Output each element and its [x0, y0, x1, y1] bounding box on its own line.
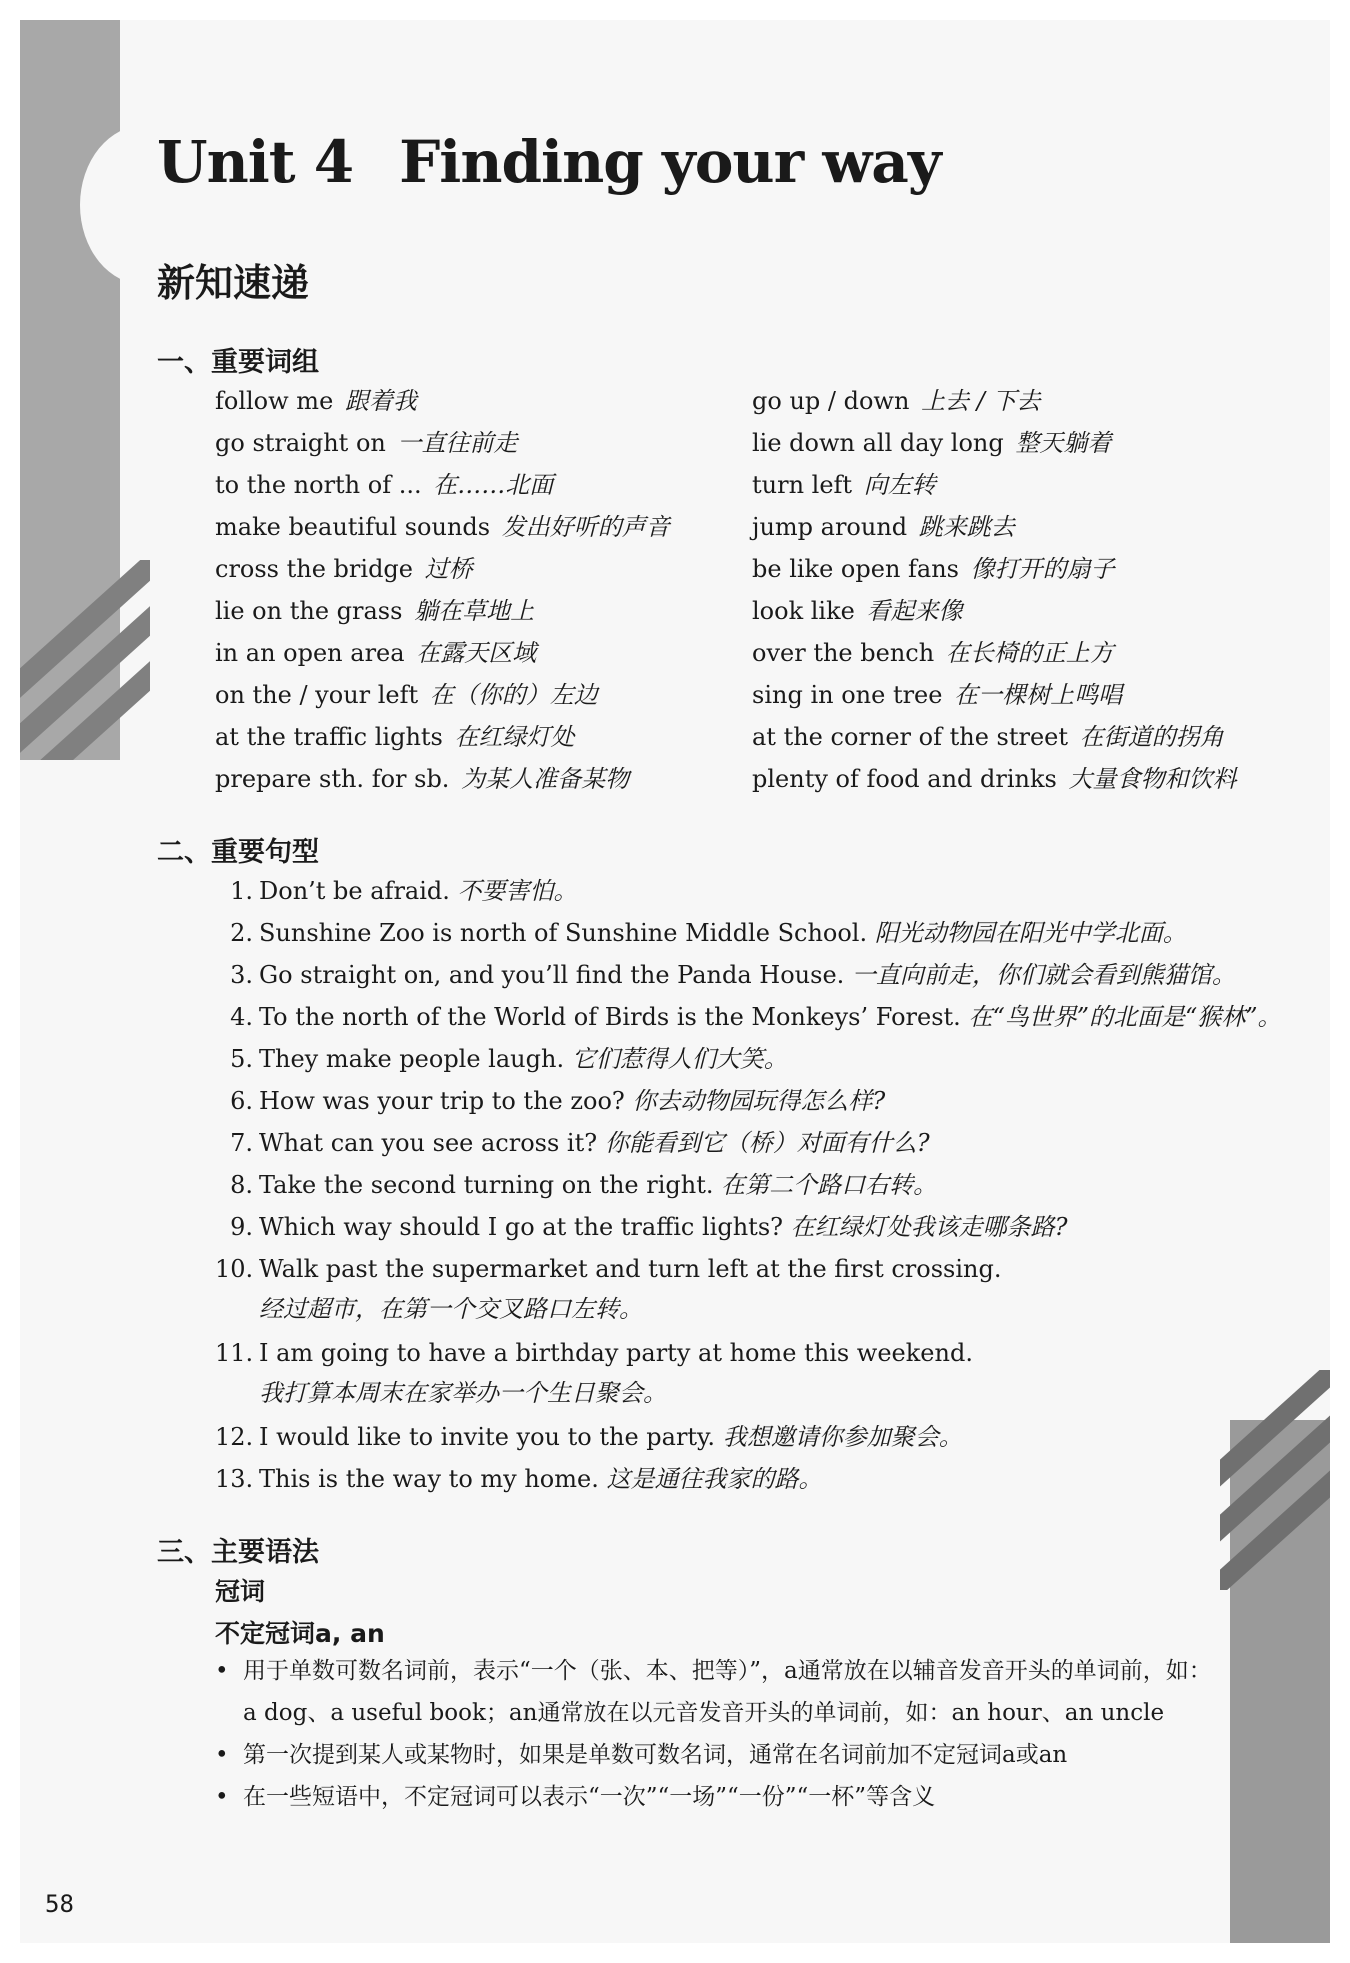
sentence-en: Take the second turning on the right.: [259, 1171, 714, 1199]
phrase-item: [752, 382, 1237, 424]
phrase-item: [215, 550, 670, 592]
sentence-item: [215, 1249, 1282, 1333]
phrase-zh: 躺在草地上: [414, 597, 535, 625]
sentence-zh: 你能看到它（桥）对面有什么?: [604, 1129, 930, 1157]
phrase-zh: 在（你的）左边: [429, 681, 598, 709]
phrase-zh: 向左转: [863, 471, 936, 499]
sentence-zh: 它们惹得人们大笑。: [571, 1045, 788, 1073]
phrase-item: [752, 424, 1237, 466]
phrase-en: jump around: [752, 513, 908, 541]
phrase-zh: 在街道的拐角: [1079, 723, 1224, 751]
phrase-item: [215, 466, 670, 508]
phrase-zh: 整天躺着: [1015, 429, 1112, 457]
phrase-en: be like open fans: [752, 555, 959, 583]
part2-heading: 二、重要句型: [157, 837, 319, 868]
section-title: 新知速递: [157, 261, 310, 305]
phrase-en: plenty of food and drinks: [752, 765, 1057, 793]
sentence-zh: 阳光动物园在阳光中学北面。: [874, 919, 1187, 947]
phrase-item: [752, 760, 1237, 802]
sentence-zh: 不要害怕。: [457, 877, 578, 905]
sentence-zh: 经过超市，在第一个交叉路口左转。: [259, 1295, 643, 1323]
page-number: 58: [45, 1890, 74, 1918]
sentence-item: [215, 1417, 1282, 1459]
sentence-number: 2.: [230, 919, 253, 947]
phrase-item: [215, 508, 670, 550]
phrase-item: [752, 592, 1237, 634]
sentence-en: I would like to invite you to the party.: [259, 1423, 716, 1451]
phrase-en: make beautiful sounds: [215, 513, 491, 541]
sentence-en: They make people laugh.: [259, 1045, 565, 1073]
sentence-number: 11.: [215, 1339, 254, 1367]
article-subheading: 不定冠词a, an: [215, 1619, 385, 1648]
phrase-item: [215, 592, 670, 634]
phrase-zh: 看起来像: [866, 597, 963, 625]
sentence-en: I am going to have a birthday party at home this weekend.: [259, 1339, 973, 1367]
phrase-en: lie down all day long: [752, 429, 1004, 457]
phrase-zh: 在露天区域: [416, 639, 537, 667]
phrase-item: [215, 634, 670, 676]
phrase-item: [752, 550, 1237, 592]
grammar-bullet-list: [215, 1650, 1225, 1818]
sentence-en: Which way should I go at the traffic lights?: [259, 1213, 784, 1241]
sentence-en: Sunshine Zoo is north of Sunshine Middle School.: [259, 919, 868, 947]
sentence-item: [215, 871, 1282, 913]
sentence-zh: 你去动物园玩得怎么样?: [632, 1087, 886, 1115]
unit-title: [157, 128, 941, 196]
grammar-bullet: • 第一次提到某人或某物时，如果是单数可数名词，通常在名词前加不定冠词a或an: [215, 1734, 1225, 1776]
phrase-zh: 在长椅的正上方: [945, 639, 1114, 667]
sentence-number: 4.: [230, 1003, 253, 1031]
sentence-number: 9.: [230, 1213, 253, 1241]
sentence-item: [215, 1207, 1282, 1249]
phrase-en: to the north of ...: [215, 471, 422, 499]
sentence-en: Go straight on, and you’ll find the Panda House.: [259, 961, 845, 989]
sentence-zh: 这是通往我家的路。: [606, 1465, 823, 1493]
phrase-en: lie on the grass: [215, 597, 403, 625]
unit-number: Unit 4: [157, 128, 354, 196]
phrase-zh: 在红绿灯处: [454, 723, 575, 751]
grammar-bullet: • 在一些短语中，不定冠词可以表示“一次”“一场”“一份”“一杯”等含义: [215, 1776, 1225, 1818]
phrase-item: [752, 718, 1237, 760]
phrase-zh: 大量食物和饮料: [1068, 765, 1237, 793]
sentence-item: [215, 1081, 1282, 1123]
sentence-en: Walk past the supermarket and turn left at the first crossing.: [259, 1255, 1002, 1283]
sentence-number: 1.: [230, 877, 253, 905]
phrase-en: follow me: [215, 387, 334, 415]
sentence-number: 5.: [230, 1045, 253, 1073]
sentence-en: What can you see across it?: [259, 1129, 598, 1157]
phrase-zh: 发出好听的声音: [501, 513, 670, 541]
sentence-zh: 在“鸟世界”的北面是“猴林”。: [968, 1003, 1282, 1031]
phrase-zh: 上去 / 下去: [921, 387, 1041, 415]
phrase-zh: 一直往前走: [397, 429, 518, 457]
phrase-en: go straight on: [215, 429, 386, 457]
phrase-item: [752, 634, 1237, 676]
sentence-zh: 一直向前走，你们就会看到熊猫馆。: [851, 961, 1236, 989]
phrase-en: look like: [752, 597, 855, 625]
phrase-item: [215, 382, 670, 424]
phrase-en: in an open area: [215, 639, 405, 667]
phrase-zh: 像打开的扇子: [970, 555, 1115, 583]
part3-heading: 三、主要语法: [157, 1537, 319, 1568]
sentence-zh: 我想邀请你参加聚会。: [722, 1423, 963, 1451]
sentence-item: [215, 1123, 1282, 1165]
phrase-item: [752, 508, 1237, 550]
part1-heading: 一、重要词组: [157, 347, 319, 378]
sentence-number: 13.: [215, 1465, 254, 1493]
phrase-list-left: [215, 382, 670, 802]
sentence-number: 6.: [230, 1087, 253, 1115]
phrase-en: over the bench: [752, 639, 935, 667]
phrase-zh: 在一棵树上鸣唱: [954, 681, 1123, 709]
phrase-zh: 过桥: [424, 555, 473, 583]
phrase-item: [215, 718, 670, 760]
phrase-item: [215, 424, 670, 466]
sentence-item: [215, 913, 1282, 955]
phrase-en: at the traffic lights: [215, 723, 443, 751]
sentence-item: [215, 1333, 1282, 1417]
phrase-en: sing in one tree: [752, 681, 943, 709]
phrase-item: [215, 760, 670, 802]
sentence-list: [215, 871, 1282, 1501]
sentence-en: Don’t be afraid.: [259, 877, 450, 905]
phrase-item: [752, 466, 1237, 508]
sentence-en: This is the way to my home.: [259, 1465, 599, 1493]
phrase-en: at the corner of the street: [752, 723, 1069, 751]
phrase-en: cross the bridge: [215, 555, 413, 583]
sentence-number: 7.: [230, 1129, 253, 1157]
phrase-en: turn left: [752, 471, 853, 499]
sentence-zh: 我打算本周末在家举办一个生日聚会。: [259, 1379, 667, 1407]
phrase-zh: 在……北面: [433, 471, 554, 499]
sentence-item: [215, 955, 1282, 997]
left-stripes-decoration: [20, 560, 150, 760]
phrase-list-right: [752, 382, 1237, 802]
phrase-en: on the / your left: [215, 681, 419, 709]
sentence-number: 8.: [230, 1171, 253, 1199]
sentence-en: To the north of the World of Birds is the Monkeys’ Forest.: [259, 1003, 961, 1031]
sentence-zh: 在红绿灯处我该走哪条路?: [790, 1213, 1068, 1241]
sentence-item: [215, 1165, 1282, 1207]
sentence-zh: 在第二个路口右转。: [721, 1171, 938, 1199]
grammar-bullet: • 用于单数可数名词前，表示“一个（张、本、把等）”，a通常放在以辅音发音开头的单词前，如：a dog、a useful book；an通常放在以元音发音开头的单词前，如：an hour、an uncle: [215, 1650, 1225, 1734]
sentence-number: 12.: [215, 1423, 254, 1451]
sentence-en: How was your trip to the zoo?: [259, 1087, 625, 1115]
grammar-subheading: 冠词: [215, 1577, 266, 1606]
sentence-item: [215, 1039, 1282, 1081]
sentence-number: 10.: [215, 1255, 254, 1283]
phrase-zh: 跟着我: [344, 387, 417, 415]
phrase-en: go up / down: [752, 387, 910, 415]
sentence-item: [215, 997, 1282, 1039]
phrase-item: [215, 676, 670, 718]
phrase-zh: 为某人准备某物: [461, 765, 630, 793]
phrase-en: prepare sth. for sb.: [215, 765, 450, 793]
phrase-zh: 跳来跳去: [918, 513, 1015, 541]
phrase-item: [752, 676, 1237, 718]
unit-name: Finding your way: [399, 128, 941, 196]
sentence-item: [215, 1459, 1282, 1501]
sentence-number: 3.: [230, 961, 253, 989]
